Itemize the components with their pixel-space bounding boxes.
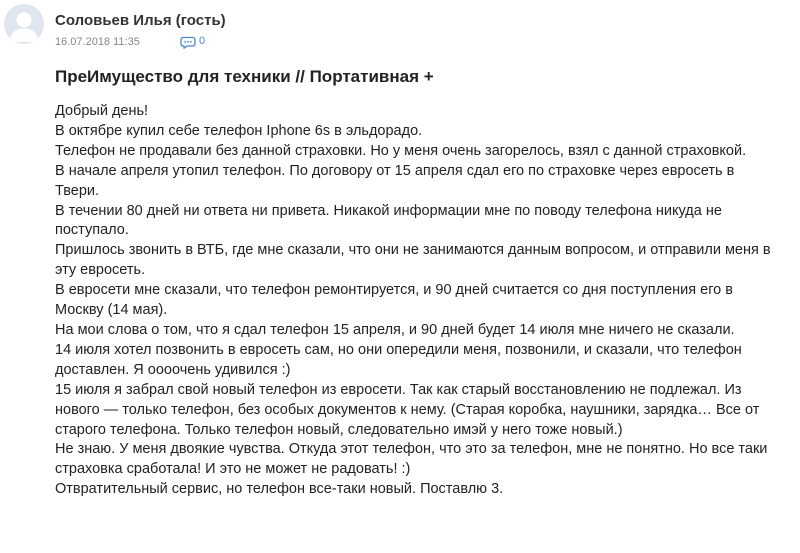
review-paragraph: Отвратительный сервис, но телефон все-таки новый. Поставлю 3. — [55, 481, 504, 498]
review-date: 16.07.2018 11:35 — [55, 36, 140, 48]
review-paragraph: Добрый день! — [55, 103, 149, 119]
comment-bubble-icon — [180, 36, 196, 49]
review-paragraph: В течении 80 дней ни ответа ни привета. Никакой информации мне по поводу телефона никуда не поступало. — [55, 202, 722, 239]
review-paragraph: В начале апреля утопил телефон. По договору от 15 апреля сдал его по страховке через евросеть в Твери. — [55, 162, 735, 199]
review-paragraph: Пришлось звонить в ВТБ, где мне сказали, что они не занимаются данным вопросом, и отправили меня в эту евросеть. — [55, 242, 771, 279]
review-paragraph: Телефон не продавали без данной страховки. Но у меня очень загорелось, взял с данной страховкой. — [55, 142, 747, 159]
review-header — [0, 0, 800, 60]
review-paragraph: В октябре купил себе телефон Iphone 6s в эльдорадо. — [55, 122, 423, 139]
comments-count: 0 — [199, 35, 206, 47]
user-avatar-icon[interactable] — [4, 4, 44, 44]
author-name[interactable]: Соловьев Илья (гость) — [55, 12, 226, 29]
review-paragraph: 15 июля я забрал свой новый телефон из евросети. Так как старый восстановлению не подлежал. Из нового — только телефон, без особых документов к нему. (Старая коробка, наушники, зарядка… Все от старого телефона. Только телефон новый, следовательно имэй у него тоже новый.) — [55, 381, 760, 438]
review-paragraph: Не знаю. У меня двоякие чувства. Откуда этот телефон, что это за телефон, мне не понятно. Но все таки страховка сработала! И это не может не радовать! :) — [55, 441, 768, 478]
review-body — [55, 102, 775, 500]
review-paragraph: 14 июля хотел позвонить в евросеть сам, но они опередили меня, позвонили, и сказали, что телефон доставлен. Я оооочень удивился :) — [55, 341, 742, 378]
review-paragraph: В евросети мне сказали, что телефон ремонтируется, и 90 дней считается со дня поступления его в Москву (14 мая). — [55, 282, 733, 319]
review-title: ПреИмущество для техники // Портативная + — [55, 67, 434, 86]
review-paragraph: На мои слова о том, что я сдал телефон 15 апреля, и 90 дней будет 14 июля мне ничего не сказали. — [55, 321, 735, 338]
